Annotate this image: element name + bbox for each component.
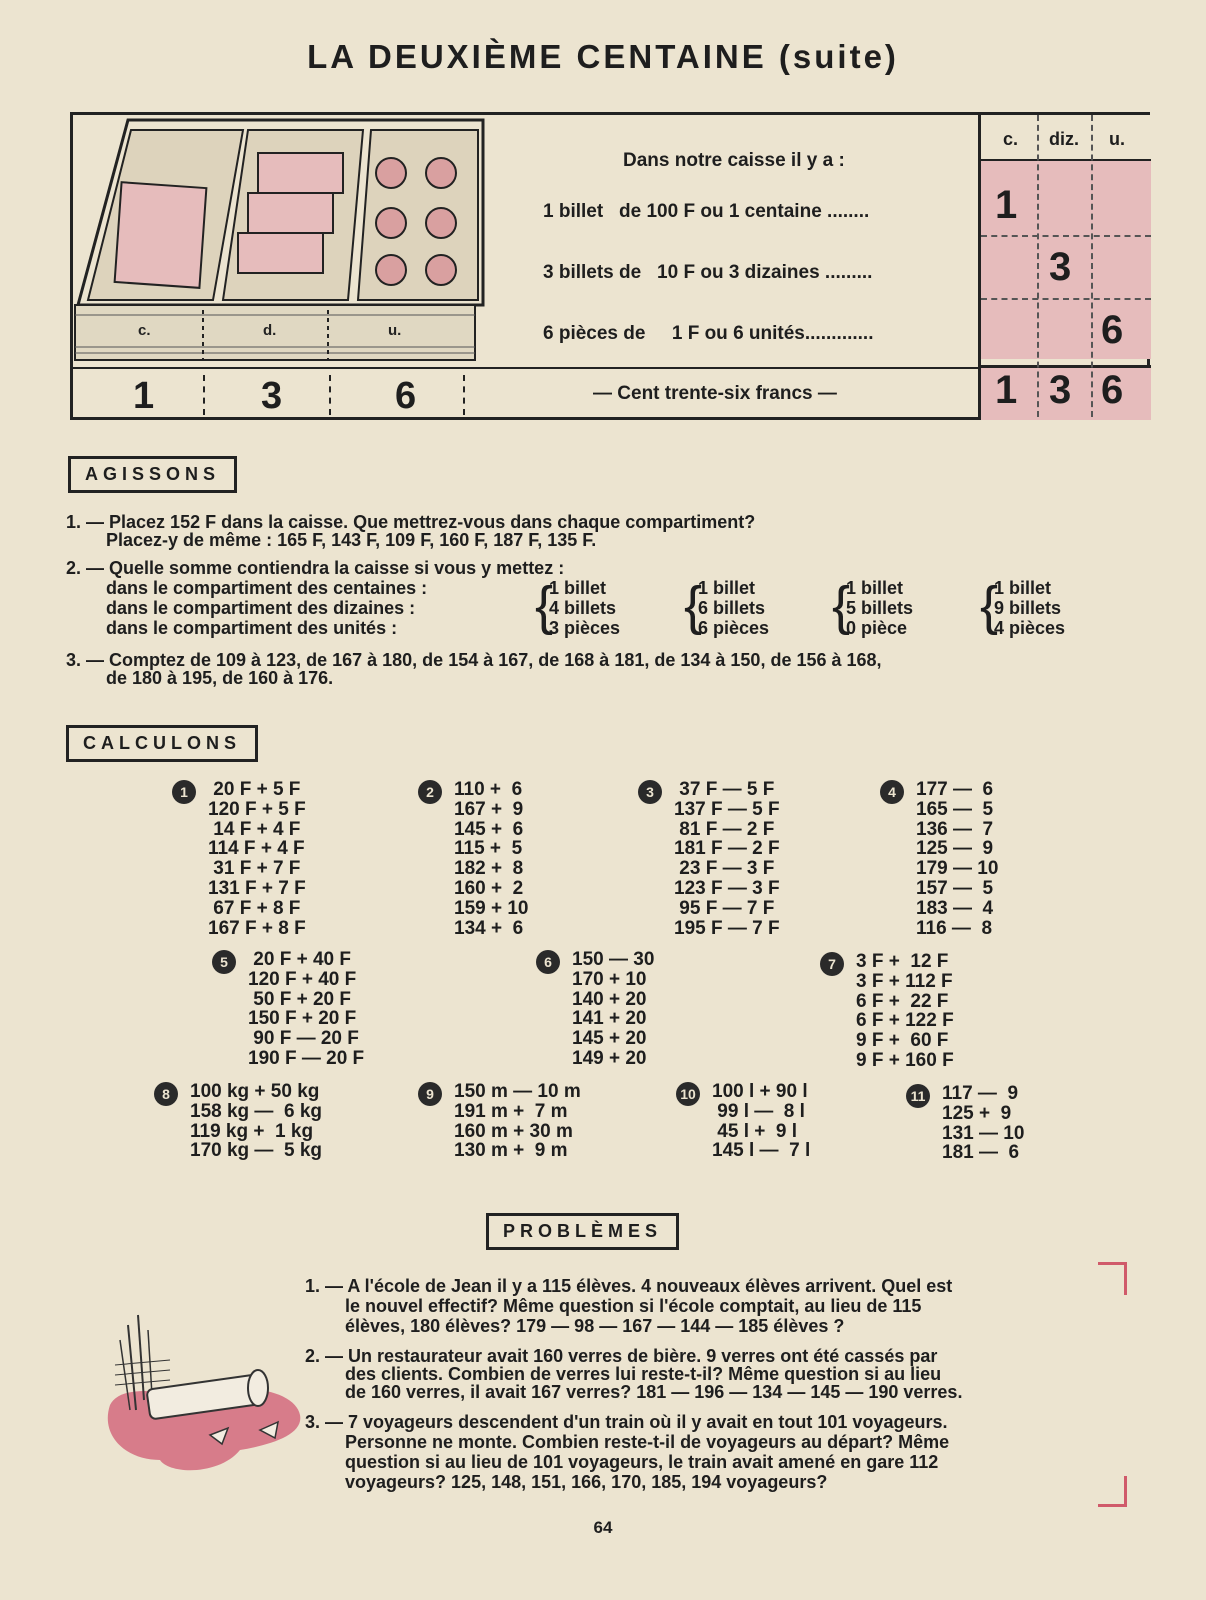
place-value-table: [978, 115, 1151, 417]
calc-row: 145 l — 7 l: [712, 1140, 811, 1162]
calc-row: 9 F + 160 F: [856, 1049, 954, 1071]
exercise-number-badge: 9: [418, 1082, 442, 1106]
cash-intro: Dans notre caisse il y a :: [623, 150, 845, 171]
calc-row: 150 F + 20 F: [248, 1008, 357, 1030]
cash-line-hundreds: 1 billet de 100 F ou 1 centaine ........: [543, 201, 870, 222]
calc-row: 14 F + 4 F: [208, 818, 301, 840]
cash-line-units: 6 pièces de 1 F ou 6 unités.............: [543, 323, 874, 344]
calc-row: 119 kg + 1 kg: [190, 1120, 314, 1142]
section-header-calculons: CALCULONS: [66, 725, 258, 762]
calc-row: 6 F + 122 F: [856, 1010, 954, 1032]
calc-row: 45 l + 9 l: [712, 1120, 798, 1142]
exercise-1-line-1: 1. — Placez 152 F dans la caisse. Que mettrez-vous dans chaque compartiment?: [66, 512, 756, 532]
calc-row: 137 F — 5 F: [674, 798, 780, 820]
problem-line: de 160 verres, il avait 167 verres? 181 — 196 — 134 — 145 — 190 verres.: [305, 1382, 963, 1402]
divider: [981, 298, 1151, 300]
caisse-digit-units: 6: [395, 375, 417, 417]
problem-line: élèves, 180 élèves? 179 — 98 — 167 — 144 — 185 élèves ?: [305, 1316, 845, 1336]
calc-row: 120 F + 5 F: [208, 798, 306, 820]
calc-row: 145 + 6: [454, 818, 524, 840]
calc-row: 31 F + 7 F: [208, 858, 301, 880]
calc-row: 9 F + 60 F: [856, 1030, 949, 1052]
exercise-2-line-1: 2. — Quelle somme contiendra la caisse si vous y mettez :: [66, 558, 565, 578]
calc-row: 114 F + 4 F: [208, 838, 305, 860]
calc-row: 145 + 20: [572, 1028, 647, 1050]
calc-row: 131 F + 7 F: [208, 877, 306, 899]
exercise-number-badge: 8: [154, 1082, 178, 1106]
brace-item: 6 billets: [698, 598, 766, 618]
calc-row: 136 — 7: [916, 818, 994, 840]
problem-line: question si au lieu de 101 voyageurs, le train avait amené en gare 112: [305, 1452, 939, 1472]
calc-row: 131 — 10: [942, 1122, 1025, 1144]
calc-row: 95 F — 7 F: [674, 897, 775, 919]
brace-item: 4 pièces: [994, 618, 1066, 638]
page-number: 64: [593, 1518, 613, 1537]
problem-line: des clients. Combien de verres lui reste-t-il? Même question si au lieu: [305, 1364, 942, 1384]
calc-row: 165 — 5: [916, 798, 994, 820]
divider: [1037, 115, 1039, 417]
exercise-number-badge: 11: [906, 1084, 930, 1108]
table-digit-hundreds: 1: [995, 183, 1018, 227]
calc-row: 3 F + 12 F: [856, 951, 949, 972]
calc-row: 150 m — 10 m: [454, 1081, 581, 1102]
calc-row: 115 + 5: [454, 838, 523, 860]
calc-row: 100 kg + 50 kg: [190, 1081, 320, 1102]
exercise-1-line-2: Placez-y de même : 165 F, 143 F, 109 F, 160 F, 187 F, 135 F.: [66, 530, 597, 550]
calc-row: 183 — 4: [916, 897, 994, 919]
calc-row: 195 F — 7 F: [674, 917, 780, 939]
table-digit-tens: 3: [1049, 245, 1072, 289]
calc-row: 181 — 6: [942, 1142, 1020, 1164]
calc-row: 99 l — 8 l: [712, 1100, 805, 1122]
exercise-3-line-1: 3. — Comptez de 109 à 123, de 167 à 180, de 154 à 167, de 168 à 181, de 134 à 150, de 156 à 168,: [66, 650, 882, 670]
brace-item: 0 pièce: [846, 618, 908, 638]
calc-row: 20 F + 5 F: [208, 779, 301, 800]
calc-row: 170 kg — 5 kg: [190, 1140, 323, 1162]
caisse-digit-tens: 3: [261, 375, 283, 417]
header-c: c.: [1003, 129, 1019, 149]
calc-row: 90 F — 20 F: [248, 1028, 359, 1050]
exercise-2-row-centaines: dans le compartiment des centaines :: [66, 578, 428, 598]
caisse-digit-row: [73, 367, 978, 419]
table-total-hundreds: 1: [995, 368, 1018, 412]
table-digit-units: 6: [1101, 308, 1124, 352]
problem-2: [305, 1346, 1115, 1406]
calc-row: 141 + 20: [572, 1008, 647, 1030]
calc-row: 182 + 8: [454, 858, 524, 880]
problem-line: 1. — A l'école de Jean il y a 115 élèves. 4 nouveaux élèves arrivent. Quel est: [305, 1276, 953, 1296]
problem-line: 2. — Un restaurateur avait 160 verres de bière. 9 verres ont été cassés par: [305, 1346, 938, 1366]
problem-line: voyageurs? 125, 148, 151, 166, 170, 185, 194 voyageurs?: [305, 1472, 828, 1492]
calc-row: 23 F — 3 F: [674, 858, 775, 880]
table-total-tens: 3: [1049, 368, 1072, 412]
calc-row: 191 m + 7 m: [454, 1100, 568, 1122]
calc-row: 6 F + 22 F: [856, 990, 949, 1012]
cash-drawer-illustration: [73, 115, 493, 365]
section-header-agissons: AGISSONS: [68, 456, 237, 493]
calc-row: 37 F — 5 F: [674, 779, 775, 800]
calc-row: 81 F — 2 F: [674, 818, 775, 840]
calc-row: 181 F — 2 F: [674, 838, 780, 860]
brace-item: 9 billets: [994, 598, 1062, 618]
table-total-units: 6: [1101, 368, 1124, 412]
exercise-2-row-unites: dans le compartiment des unités :: [66, 618, 398, 638]
calc-row: 157 — 5: [916, 877, 994, 899]
brace-item: 3 pièces: [549, 618, 621, 638]
calc-row: 149 + 20: [572, 1047, 647, 1069]
brace-item: 1 billet: [698, 578, 756, 598]
exercise-3-line-2: de 180 à 195, de 160 à 176.: [66, 668, 334, 688]
broken-glass-illustration: [100, 1310, 305, 1480]
calc-row: 160 + 2: [454, 877, 524, 899]
calc-row: 3 F + 112 F: [856, 970, 953, 992]
brace-item: 4 billets: [549, 598, 617, 618]
exercise-number-badge: 5: [212, 950, 236, 974]
calc-row: 120 F + 40 F: [248, 968, 357, 990]
exercise-number-badge: 7: [820, 952, 844, 976]
exercise-number-badge: 3: [638, 780, 662, 804]
exercise-number-badge: 4: [880, 780, 904, 804]
divider: [329, 375, 331, 415]
calc-row: 110 + 6: [454, 779, 523, 800]
divider: [981, 159, 1151, 161]
calc-row: 160 m + 30 m: [454, 1120, 573, 1142]
divider: [981, 235, 1151, 237]
header-diz: diz.: [1049, 129, 1079, 149]
calc-row: 177 — 6: [916, 779, 994, 800]
calc-row: 170 + 10: [572, 968, 647, 990]
header-u: u.: [1109, 129, 1125, 149]
exercise-number-badge: 1: [172, 780, 196, 804]
brace-item: 1 billet: [846, 578, 904, 598]
section-header-problemes: PROBLÈMES: [486, 1213, 679, 1250]
calc-row: 167 + 9: [454, 798, 524, 820]
calc-row: 50 F + 20 F: [248, 988, 351, 1010]
calc-row: 179 — 10: [916, 858, 999, 880]
page-title: LA DEUXIÈME CENTAINE (suite): [307, 38, 899, 75]
divider: [203, 375, 205, 415]
exercise-number-badge: 2: [418, 780, 442, 804]
problem-line: le nouvel effectif? Même question si l'école comptait, au lieu de 115: [305, 1296, 922, 1316]
calc-row: 100 l + 90 l: [712, 1081, 808, 1102]
calc-row: 150 — 30: [572, 949, 655, 970]
divider: [1091, 115, 1093, 417]
calc-row: 140 + 20: [572, 988, 647, 1010]
calc-row: 117 — 9: [942, 1083, 1019, 1104]
exercise-number-badge: 6: [536, 950, 560, 974]
caisse-label-c: c.: [138, 322, 151, 339]
calc-row: 125 — 9: [916, 838, 994, 860]
calc-row: 158 kg — 6 kg: [190, 1100, 323, 1122]
brace-item: 1 billet: [994, 578, 1052, 598]
caisse-label-u: u.: [388, 322, 402, 339]
problem-line: Personne ne monte. Combien reste-t-il de voyageurs au départ? Même: [305, 1432, 950, 1452]
calc-row: 116 — 8: [916, 917, 993, 939]
calc-row: 134 + 6: [454, 917, 524, 939]
table-header: [981, 115, 1151, 159]
divider: [463, 375, 465, 415]
brace-item: 1 billet: [549, 578, 607, 598]
calc-row: 123 F — 3 F: [674, 877, 780, 899]
calc-row: 20 F + 40 F: [248, 949, 351, 970]
brace-item: 5 billets: [846, 598, 914, 618]
caisse-label-d: d.: [263, 322, 277, 339]
brace-item: 6 pièces: [698, 618, 770, 638]
problem-line: 3. — 7 voyageurs descendent d'un train où il y avait en tout 101 voyageurs.: [305, 1412, 948, 1432]
calc-row: 130 m + 9 m: [454, 1140, 568, 1162]
calc-row: 190 F — 20 F: [248, 1047, 365, 1069]
cash-line-tens: 3 billets de 10 F ou 3 dizaines .........: [543, 262, 873, 283]
caisse-digit-hundreds: 1: [133, 375, 155, 417]
calc-row: 167 F + 8 F: [208, 917, 306, 939]
calc-row: 159 + 10: [454, 897, 529, 919]
exercise-number-badge: 10: [676, 1082, 700, 1106]
problem-1: [305, 1276, 1115, 1336]
cash-box-panel: [70, 112, 1150, 420]
exercise-2-row-dizaines: dans le compartiment des dizaines :: [66, 598, 416, 618]
calc-row: 67 F + 8 F: [208, 897, 301, 919]
calc-row: 125 + 9: [942, 1102, 1012, 1124]
total-in-words: — Cent trente-six francs —: [593, 383, 837, 404]
problem-3: [305, 1412, 1115, 1492]
